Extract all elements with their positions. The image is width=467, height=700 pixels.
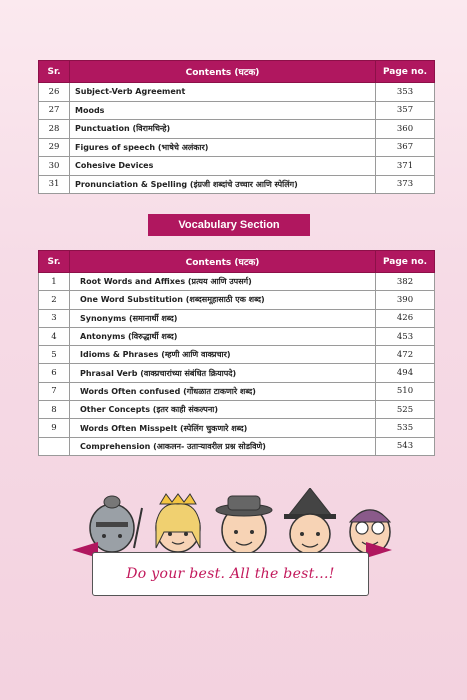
table-row bbox=[39, 291, 435, 309]
row-page: 353 bbox=[376, 83, 435, 102]
row-contents: Moods bbox=[70, 101, 376, 120]
row-contents: Words Often confused (गोंधळात टाकणारे शब्द) bbox=[70, 382, 376, 400]
table-row bbox=[39, 401, 435, 419]
row-contents: Pronunciation & Spelling (इंग्रजी शब्दांचे उच्चार आणि स्पेलिंग) bbox=[70, 175, 376, 194]
row-sr: 30 bbox=[39, 157, 70, 176]
table-row bbox=[39, 364, 435, 382]
row-page: 472 bbox=[376, 346, 435, 364]
witch-kid-icon bbox=[284, 488, 336, 554]
cartoon-kids-icon bbox=[70, 488, 400, 558]
row-contents: Words Often Misspelt (स्पेलिंग चुकणारे शब्द) bbox=[70, 419, 376, 437]
table-row bbox=[39, 346, 435, 364]
row-sr: 5 bbox=[39, 346, 70, 364]
row-contents: Idioms & Phrases (म्हणी आणि वाक्प्रचार) bbox=[70, 346, 376, 364]
row-sr: 9 bbox=[39, 419, 70, 437]
row-page: 510 bbox=[376, 382, 435, 400]
row-sr: 27 bbox=[39, 101, 70, 120]
table-header-row bbox=[39, 61, 435, 83]
row-page: 426 bbox=[376, 309, 435, 327]
table-row bbox=[39, 101, 435, 120]
row-sr: 3 bbox=[39, 309, 70, 327]
table-row bbox=[39, 437, 435, 455]
row-sr: 8 bbox=[39, 401, 70, 419]
table-row bbox=[39, 138, 435, 157]
contents-table-vocabulary bbox=[38, 250, 435, 456]
motto-board bbox=[92, 552, 369, 596]
row-contents: Cohesive Devices bbox=[70, 157, 376, 176]
header-contents: Contents (घटक) bbox=[70, 61, 376, 83]
row-page: 525 bbox=[376, 401, 435, 419]
row-sr: 1 bbox=[39, 273, 70, 291]
row-contents: One Word Substitution (शब्दसमूहासाठी एक शब्द) bbox=[70, 291, 376, 309]
table-row bbox=[39, 120, 435, 139]
row-sr: 2 bbox=[39, 291, 70, 309]
table-header-row bbox=[39, 251, 435, 273]
header-page: Page no. bbox=[376, 61, 435, 83]
princess-kid-icon bbox=[156, 494, 200, 552]
row-page: 535 bbox=[376, 419, 435, 437]
table-row bbox=[39, 309, 435, 327]
header-sr: Sr. bbox=[39, 251, 70, 273]
row-sr: 28 bbox=[39, 120, 70, 139]
row-contents: Antonyms (विरुद्धार्थी शब्द) bbox=[70, 327, 376, 345]
row-contents: Punctuation (विरामचिन्हे) bbox=[70, 120, 376, 139]
row-contents: Synonyms (समानार्थी शब्द) bbox=[70, 309, 376, 327]
row-sr: 7 bbox=[39, 382, 70, 400]
row-contents: Other Concepts (इतर काही संकल्पना) bbox=[70, 401, 376, 419]
row-page: 494 bbox=[376, 364, 435, 382]
table-row bbox=[39, 419, 435, 437]
header-sr: Sr. bbox=[39, 61, 70, 83]
row-sr bbox=[39, 437, 70, 455]
table-row bbox=[39, 83, 435, 102]
header-page: Page no. bbox=[376, 251, 435, 273]
row-contents: Figures of speech (भाषेचे अलंकार) bbox=[70, 138, 376, 157]
row-contents: Comprehension (आकलन- उताऱ्यावरील प्रश्न सोडविणे) bbox=[70, 437, 376, 455]
row-page: 382 bbox=[376, 273, 435, 291]
row-page: 543 bbox=[376, 437, 435, 455]
row-sr: 6 bbox=[39, 364, 70, 382]
row-contents: Root Words and Affixes (प्रत्यय आणि उपसर्ग) bbox=[70, 273, 376, 291]
row-sr: 26 bbox=[39, 83, 70, 102]
row-page: 390 bbox=[376, 291, 435, 309]
table-row bbox=[39, 157, 435, 176]
row-page: 360 bbox=[376, 120, 435, 139]
row-sr: 4 bbox=[39, 327, 70, 345]
row-page: 373 bbox=[376, 175, 435, 194]
row-sr: 29 bbox=[39, 138, 70, 157]
cowboy-kid-icon bbox=[216, 496, 272, 554]
motto-text: Do your best. All the best...! bbox=[126, 566, 335, 582]
table-row bbox=[39, 382, 435, 400]
header-contents: Contents (घटक) bbox=[70, 251, 376, 273]
row-page: 357 bbox=[376, 101, 435, 120]
contents-table-grammar bbox=[38, 60, 435, 194]
row-page: 367 bbox=[376, 138, 435, 157]
pennant-right-icon bbox=[366, 538, 392, 562]
row-contents: Phrasal Verb (वाक्प्रचारांच्या संबंधित क्रियापदे) bbox=[70, 364, 376, 382]
row-contents: Subject-Verb Agreement bbox=[70, 83, 376, 102]
table-row bbox=[39, 327, 435, 345]
row-sr: 31 bbox=[39, 175, 70, 194]
table-row bbox=[39, 175, 435, 194]
row-page: 453 bbox=[376, 327, 435, 345]
vocabulary-section-banner: Vocabulary Section bbox=[148, 214, 310, 236]
row-page: 371 bbox=[376, 157, 435, 176]
table-row bbox=[39, 273, 435, 291]
